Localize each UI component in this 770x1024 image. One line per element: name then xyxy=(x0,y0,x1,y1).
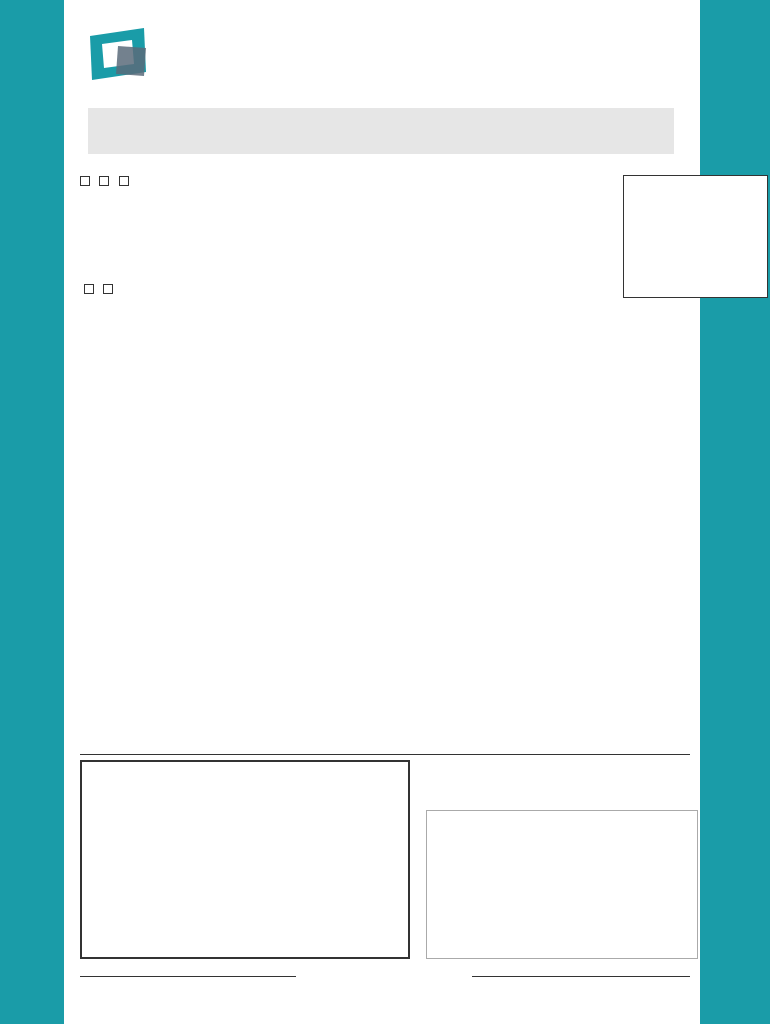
footer-rule-right xyxy=(472,976,690,977)
rqth-oui-checkbox[interactable] xyxy=(84,284,94,294)
footer-rule-left xyxy=(80,976,296,977)
card-box xyxy=(426,810,698,959)
right-teal-band xyxy=(700,0,770,1024)
mr-checkbox[interactable] xyxy=(119,176,129,186)
left-teal-band xyxy=(0,0,64,1024)
mlle-checkbox[interactable] xyxy=(80,176,90,186)
civilite-row xyxy=(80,173,131,188)
cesi-logo-mark xyxy=(88,26,148,82)
formation-field[interactable] xyxy=(88,108,674,154)
divider xyxy=(80,754,690,755)
pieces-box xyxy=(80,760,410,959)
photo-box[interactable] xyxy=(623,175,768,298)
mme-checkbox[interactable] xyxy=(99,176,109,186)
rqth-non-checkbox[interactable] xyxy=(103,284,113,294)
rqth-row xyxy=(80,284,115,296)
